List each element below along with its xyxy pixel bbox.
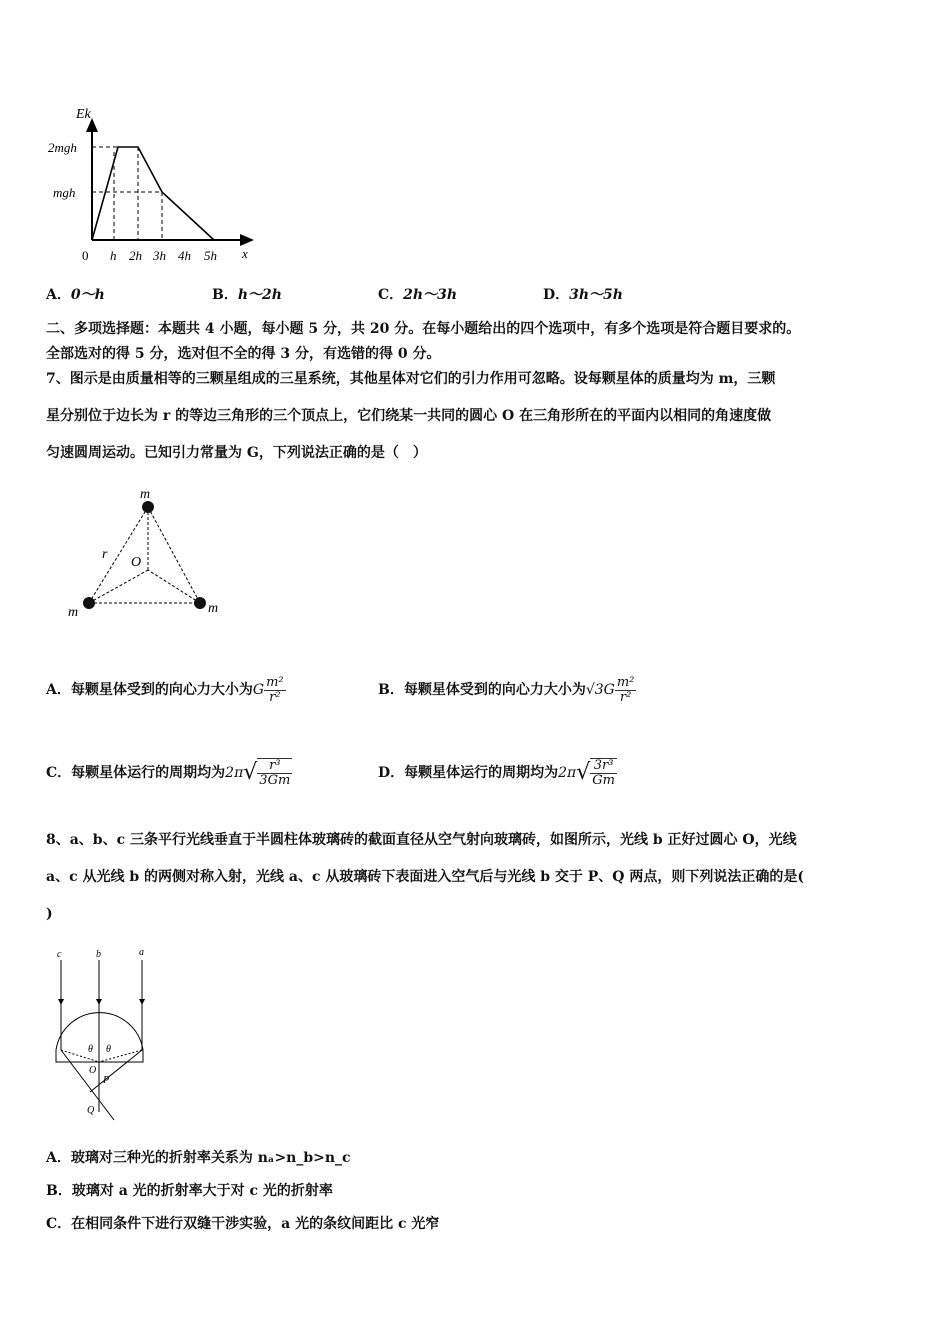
- q7-stem-line1: 7、图示是由质量相等的三颗星组成的三星系统，其他星体对它们的引力作用可忽略。设每颗星体的质量均为 m，三颗: [46, 371, 776, 387]
- y-tick-2mgh: 2mgh: [48, 140, 77, 155]
- sqrt-icon: √: [243, 760, 258, 785]
- q8-semicylinder-figure: [46, 942, 166, 1122]
- x-tick: 2h: [129, 248, 142, 263]
- x-axis-label: x: [242, 246, 248, 261]
- q7-option-b[interactable]: B．每颗星体受到的向心力大小为√3G $\frac{\text{m²}}{\text{r²}}$: [378, 674, 635, 705]
- svg-text:c: c: [57, 949, 62, 960]
- q8-option-a[interactable]: A．玻璃对三种光的折射率关系为 nₐ>n_b>n_c: [46, 1150, 351, 1166]
- q7-a-fraction: $\frac{\text{m²}}{\text{r²}}$: [266, 674, 284, 705]
- section2-line2: 全部选对的得 5 分，选对但不全的得 3 分，有选错的得 0 分。: [46, 346, 441, 362]
- svg-text:r: r: [102, 547, 108, 562]
- q6-option-a[interactable]: A．0～h: [46, 287, 105, 303]
- svg-text:θ: θ: [106, 1044, 111, 1055]
- q6-option-c[interactable]: C．2h～3h: [378, 287, 457, 303]
- q7-b-fraction: $\frac{\text{m²}}{\text{r²}}$: [616, 674, 635, 705]
- q7-three-star-figure: [60, 480, 230, 625]
- x-tick: h: [110, 248, 117, 263]
- q7-option-c[interactable]: C．每颗星体运行的周期均为2π√ $\frac{\text{r³}}{3Gm}$: [46, 758, 291, 788]
- svg-text:m: m: [68, 605, 79, 620]
- q8-stem-line3: ): [46, 906, 53, 922]
- y-axis-label: Ek: [76, 107, 91, 122]
- svg-text:m: m: [208, 601, 219, 616]
- svg-text:a: a: [139, 947, 144, 958]
- q6-option-d[interactable]: D．3h～5h: [543, 287, 623, 303]
- svg-text:Q: Q: [87, 1105, 95, 1116]
- q6-option-b[interactable]: B．h～2h: [212, 287, 282, 303]
- q7-stem-line2: 星分别位于边长为 r 的等边三角形的三个顶点上，它们绕某一共同的圆心 O 在三角形所在的平面内以相同的角速度做: [46, 408, 772, 424]
- section2-line1: 二、多项选择题：本题共 4 小题，每小题 5 分，共 20 分。在每小题给出的四个选项中，有多个选项是符合题目要求的。: [46, 321, 801, 337]
- svg-text:P: P: [103, 1075, 110, 1086]
- q8-stem-line2: a、c 从光线 b 的两侧对称入射，光线 a、c 从玻璃砖下表面进入空气后与光线 b 交于 P、Q 两点，则下列说法正确的是(: [46, 869, 804, 885]
- ek-curve: [92, 147, 214, 240]
- svg-text:θ: θ: [88, 1044, 93, 1055]
- q7-option-d[interactable]: D．每颗星体运行的周期均为2π√ $\frac{\text{3r³}}{Gm}$: [378, 758, 615, 788]
- sqrt-icon: √: [576, 760, 591, 785]
- x-tick: 0: [82, 248, 89, 263]
- q7-option-a[interactable]: A．每颗星体受到的向心力大小为G $\frac{\text{m²}}{\text{r²}}$: [46, 674, 284, 705]
- q7-d-fraction: $\frac{\text{3r³}}{Gm}$: [592, 758, 615, 788]
- x-tick: 3h: [153, 248, 166, 263]
- y-tick-mgh: mgh: [53, 185, 76, 200]
- svg-text:m: m: [140, 487, 151, 502]
- q7-c-fraction: $\frac{\text{r³}}{3Gm}$: [259, 758, 291, 788]
- x-tick: 5h: [204, 248, 217, 263]
- q8-option-b[interactable]: B．玻璃对 a 光的折射率大于对 c 光的折射率: [46, 1183, 333, 1199]
- q8-option-c[interactable]: C．在相同条件下进行双缝干涉实验，a 光的条纹间距比 c 光窄: [46, 1216, 440, 1232]
- svg-text:O: O: [131, 555, 142, 570]
- q6-ek-graph: [40, 100, 270, 270]
- star-top: [142, 501, 154, 513]
- x-tick: 4h: [178, 248, 191, 263]
- q7-stem-line3: 匀速圆周运动。已知引力常量为 G，下列说法正确的是（ ）: [46, 445, 427, 461]
- svg-text:b: b: [96, 949, 101, 960]
- star-right: [194, 597, 206, 609]
- svg-text:O: O: [89, 1065, 97, 1076]
- star-left: [83, 597, 95, 609]
- q8-stem-line1: 8、a、b、c 三条平行光线垂直于半圆柱体玻璃砖的截面直径从空气射向玻璃砖，如图所示，光线 b 正好过圆心 O，光线: [46, 832, 797, 848]
